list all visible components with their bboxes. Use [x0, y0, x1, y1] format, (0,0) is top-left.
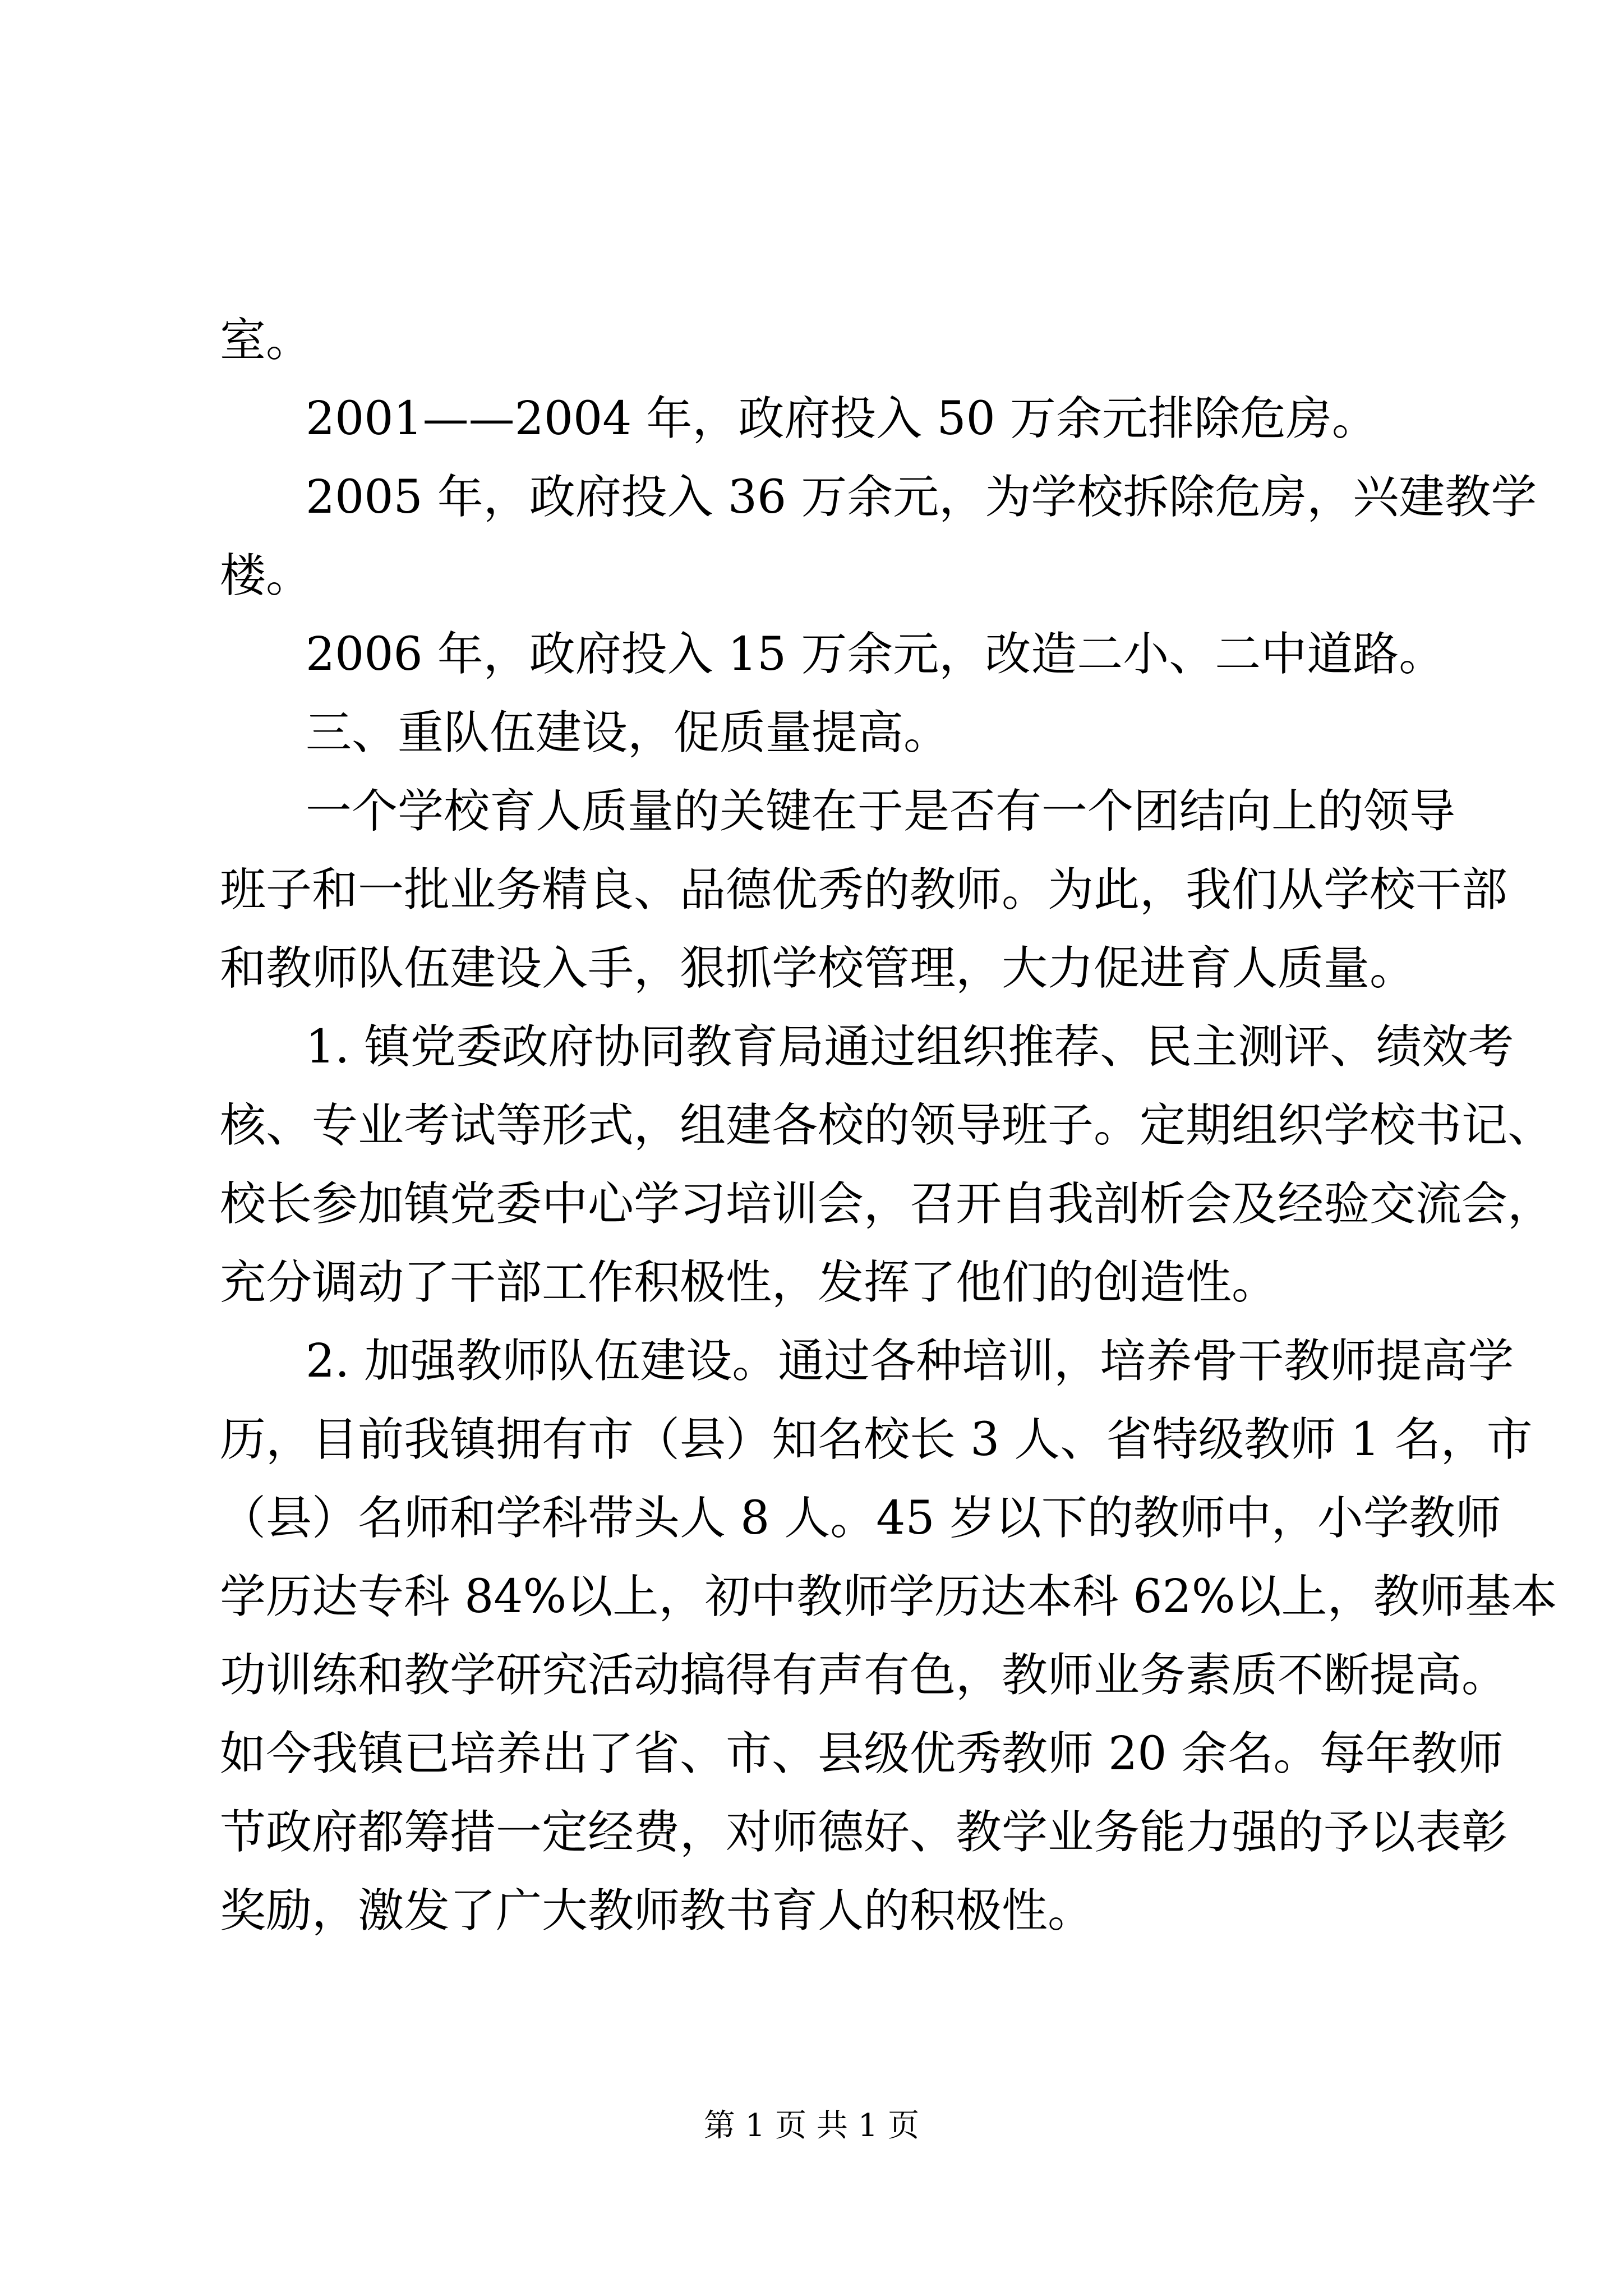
text-line: 2005 年，政府投入 36 万余元，为学校拆除危房，兴建教学 — [306, 471, 1537, 524]
text-line: 一个学校育人质量的关键在于是否有一个团结向上的领导 — [306, 785, 1456, 838]
text-line: 和教师队伍建设入手，狠抓学校管理，大力促进育人质量。 — [220, 942, 1416, 995]
text-line: （县）名师和学科带头人 8 人。45 岁以下的教师中，小学教师 — [220, 1492, 1501, 1545]
text-line: 充分调动了干部工作积极性，发挥了他们的创造性。 — [220, 1256, 1278, 1309]
text-line: 校长参加镇党委中心学习培训会，召开自我剖析会及经验交流会， — [220, 1177, 1554, 1231]
text-line: 室。 — [220, 314, 312, 367]
text-line: 班子和一批业务精良、品德优秀的教师。为此，我们从学校干部 — [220, 863, 1508, 917]
text-line: 2006 年，政府投入 15 万余元，改造二小、二中道路。 — [306, 628, 1445, 681]
text-line: 功训练和教学研究活动搞得有声有色，教师业务素质不断提高。 — [220, 1649, 1508, 1702]
text-line: 如今我镇已培养出了省、市、县级优秀教师 20 余名。每年教师 — [220, 1727, 1504, 1780]
text-line: 学历达专科 84%以上，初中教师学历达本科 62%以上，教师基本 — [220, 1570, 1557, 1623]
page-number-footer: 第 1 页 共 1 页 — [703, 2108, 920, 2144]
section-heading: 三、重队伍建设，促质量提高。 — [306, 706, 950, 760]
text-line: 楼。 — [220, 549, 312, 602]
text-line: 2. 加强教师队伍建设。通过各种培训，培养骨干教师提高学 — [306, 1335, 1514, 1388]
text-line: 历，目前我镇拥有市（县）知名校长 3 人、省特级教师 1 名，市 — [220, 1413, 1533, 1466]
text-line: 1. 镇党委政府协同教育局通过组织推荐、民主测评、绩效考 — [306, 1020, 1514, 1074]
text-line: 2001——2004 年，政府投入 50 万余元排除危房。 — [306, 392, 1378, 445]
text-line: 核、专业考试等形式，组建各校的领导班子。定期组织学校书记、 — [220, 1099, 1554, 1152]
text-line: 节政府都筹措一定经费，对师德好、教学业务能力强的予以表彰 — [220, 1806, 1508, 1859]
text-line: 奖励，激发了广大教师教书育人的积极性。 — [220, 1884, 1094, 1938]
